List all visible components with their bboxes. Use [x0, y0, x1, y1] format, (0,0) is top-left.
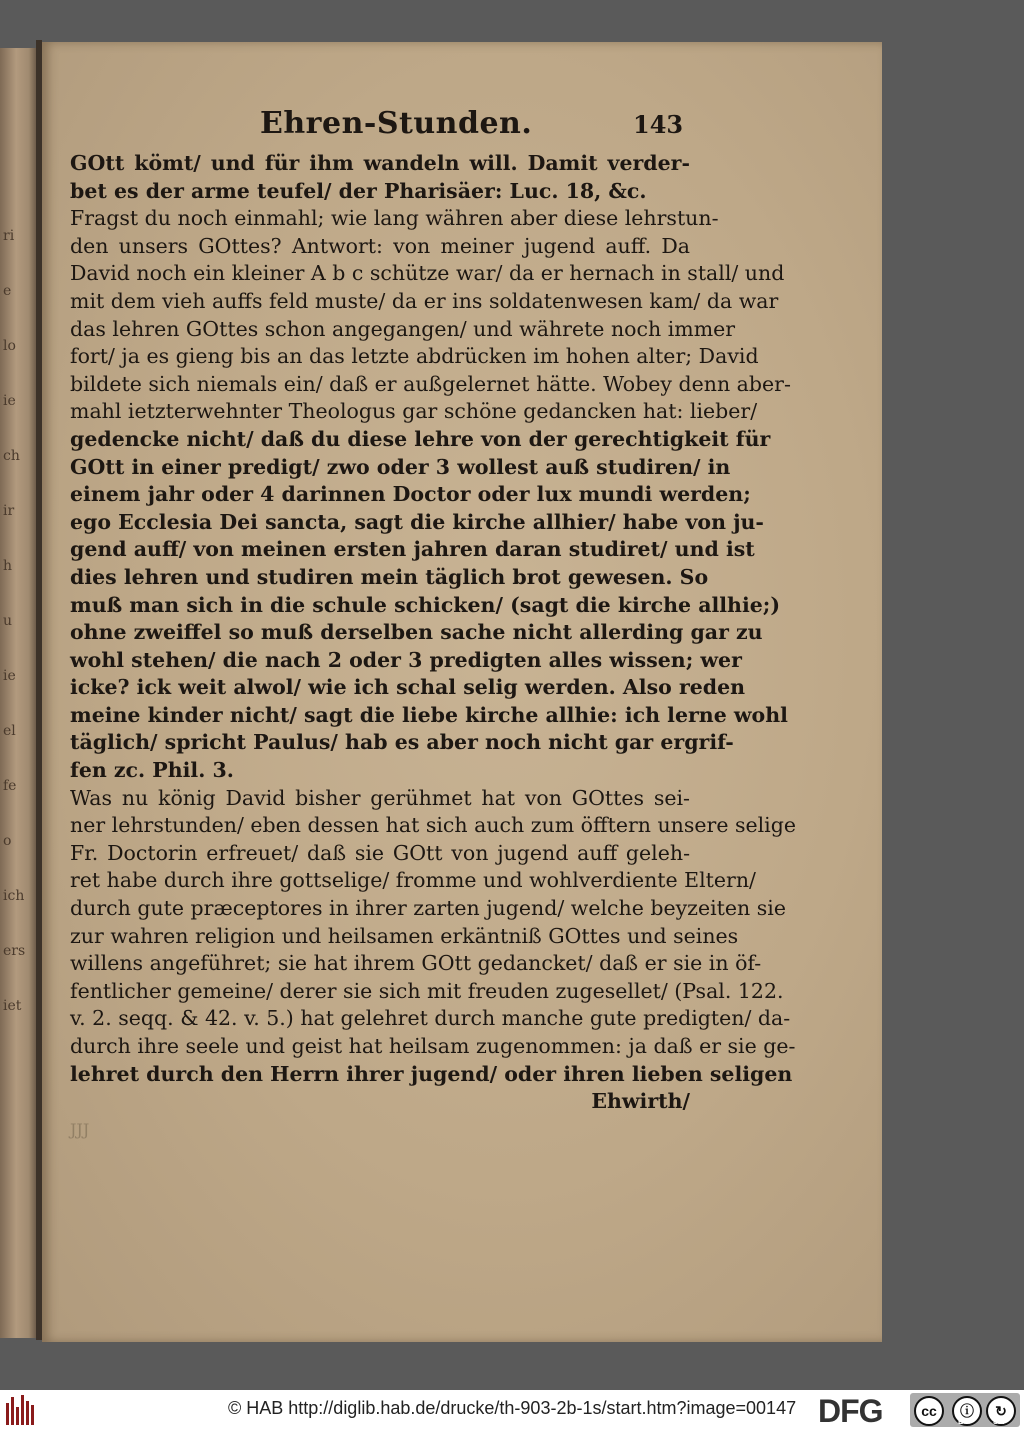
previous-page-fragment: e — [3, 283, 12, 299]
by-icon: ⓘ — [952, 1396, 982, 1426]
previous-page-fragment: iet — [3, 998, 22, 1014]
dfg-logo: DFG — [818, 1393, 883, 1429]
running-head-title: Ehren-Stunden. — [260, 106, 533, 141]
text-line: fentlicher gemeine/ derer sie sich mit freuden zugesellet/ (Psal. 122. — [70, 978, 784, 1003]
cc-icon: cc — [914, 1396, 944, 1426]
page-number: 143 — [633, 110, 684, 139]
text-block — [70, 150, 796, 1143]
text-line: GOtt in einer predigt/ zwo oder 3 wollest auß studiren/ in — [70, 454, 731, 479]
text-line: fort/ ja es gieng bis an das letzte abdrücken im hohen alter; David — [70, 344, 759, 369]
sa-icon: ↻ — [986, 1396, 1016, 1426]
signature-mark: JJJ — [70, 1119, 90, 1139]
previous-page-fragment: ch — [3, 448, 20, 464]
text-line: täglich/ spricht Paulus/ hab es aber noch nicht gar ergrif- — [70, 730, 734, 755]
text-line: bildete sich niemals ein/ daß er außgelernet hätte. Wobey denn aber- — [70, 371, 791, 396]
text-line: GOtt kömt/ und für ihm wandeln will. Damit verder- — [70, 151, 690, 175]
previous-page-fragment: lo — [3, 338, 16, 354]
text-line: wohl stehen/ die nach 2 oder 3 predigten alles wissen; wer — [70, 647, 742, 672]
previous-page-fragment: fe — [3, 778, 17, 794]
copyright-link[interactable]: © HAB http://diglib.hab.de/drucke/th-903-2b-1s/start.htm?image=00147 — [228, 1398, 797, 1418]
text-line: bet es der arme teufel/ der Pharisäer: Luc. 18, &c. — [70, 178, 647, 203]
text-line: ner lehrstunden/ eben dessen hat sich auch zum öfftern unsere selige — [70, 813, 796, 838]
previous-page-edge — [0, 48, 36, 1338]
text-line: gedencke nicht/ daß du diese lehre von der gerechtigkeit für — [70, 426, 771, 451]
text-line: Fr. Doctorin erfreuet/ daß sie GOtt von jugend auff geleh- — [70, 840, 690, 865]
cc-license-badge[interactable] — [910, 1393, 1020, 1427]
previous-page-fragment: ie — [3, 393, 16, 409]
text-line: willens angeführet; sie hat ihrem GOtt gedancket/ daß er sie in öf- — [70, 951, 762, 976]
by-label: BY — [958, 1417, 970, 1426]
text-line: Was nu könig David bisher gerühmet hat von GOttes sei- — [70, 785, 690, 810]
previous-page-fragment: ich — [3, 888, 25, 904]
text-line: ego Ecclesia Dei sancta, sagt die kirche allhier/ habe von ju- — [70, 509, 764, 534]
book-page — [42, 42, 882, 1342]
previous-page-fragment: ie — [3, 668, 16, 684]
text-line: v. 2. seqq. & 42. v. 5.) hat gelehret durch manche gute predigten/ da- — [70, 1006, 791, 1031]
text-line: meine kinder nicht/ sagt die liebe kirche allhie: ich lerne wohl — [70, 702, 788, 727]
previous-page-fragment: el — [3, 723, 16, 739]
text-line: lehret durch den Herrn ihrer jugend/ oder ihren lieben seligen — [70, 1061, 793, 1086]
catchword: Ehwirth/ — [591, 1089, 690, 1114]
text-line: gend auff/ von meinen ersten jahren daran studiret/ und ist — [70, 537, 755, 562]
text-line: durch ihre seele und geist hat heilsam zugenommen: ja daß er sie ge- — [70, 1034, 796, 1058]
text-line: muß man sich in die schule schicken/ (sagt die kirche allhie;) — [70, 592, 781, 617]
text-line: dies lehren und studiren mein täglich brot gewesen. So — [70, 564, 709, 589]
text-line: mit dem vieh auffs feld muste/ da er ins soldatenwesen kam/ da war — [70, 288, 779, 313]
text-line: David noch ein kleiner A b c schütze war/ da er hernach in stall/ und — [70, 261, 785, 286]
text-line: zur wahren religion und heilsamen erkäntniß GOttes und seines — [70, 923, 739, 948]
text-line: durch gute præceptores in ihrer zarten jugend/ welche beyzeiten sie — [70, 896, 786, 921]
text-line: ohne zweiffel so muß derselben sache nicht allerding gar zu — [70, 620, 763, 645]
footer-bar — [0, 1390, 1024, 1430]
hab-logo-icon — [6, 1395, 40, 1425]
previous-page-fragment: ir — [3, 503, 15, 519]
text-line: das lehren GOttes schon angegangen/ und währete noch immer — [70, 316, 736, 341]
text-line: fen zc. Phil. 3. — [70, 758, 234, 783]
text-line: icke? ick weit alwol/ wie ich schal selig werden. Also reden — [70, 675, 746, 700]
text-line: Fragst du noch einmahl; wie lang währen aber diese lehrstun- — [70, 206, 719, 231]
text-line: einem jahr oder 4 darinnen Doctor oder lux mundi werden; — [70, 482, 751, 507]
page-body — [70, 102, 796, 1143]
text-line: mahl ietzterwehnter Theologus gar schöne gedancken hat: lieber/ — [70, 399, 758, 424]
previous-page-fragment: ri — [3, 228, 15, 244]
running-head — [70, 102, 690, 150]
previous-page-fragment: h — [3, 558, 13, 574]
text-line: den unsers GOttes? Antwort: von meiner jugend auff. Da — [70, 233, 690, 258]
previous-page-fragment: ers — [3, 943, 26, 959]
previous-page-fragment: u — [3, 613, 13, 629]
text-line: ret habe durch ihre gottselige/ fromme und wohlverdiente Eltern/ — [70, 868, 756, 893]
previous-page-fragment: o — [3, 833, 12, 849]
sa-label: SA — [993, 1417, 1005, 1426]
